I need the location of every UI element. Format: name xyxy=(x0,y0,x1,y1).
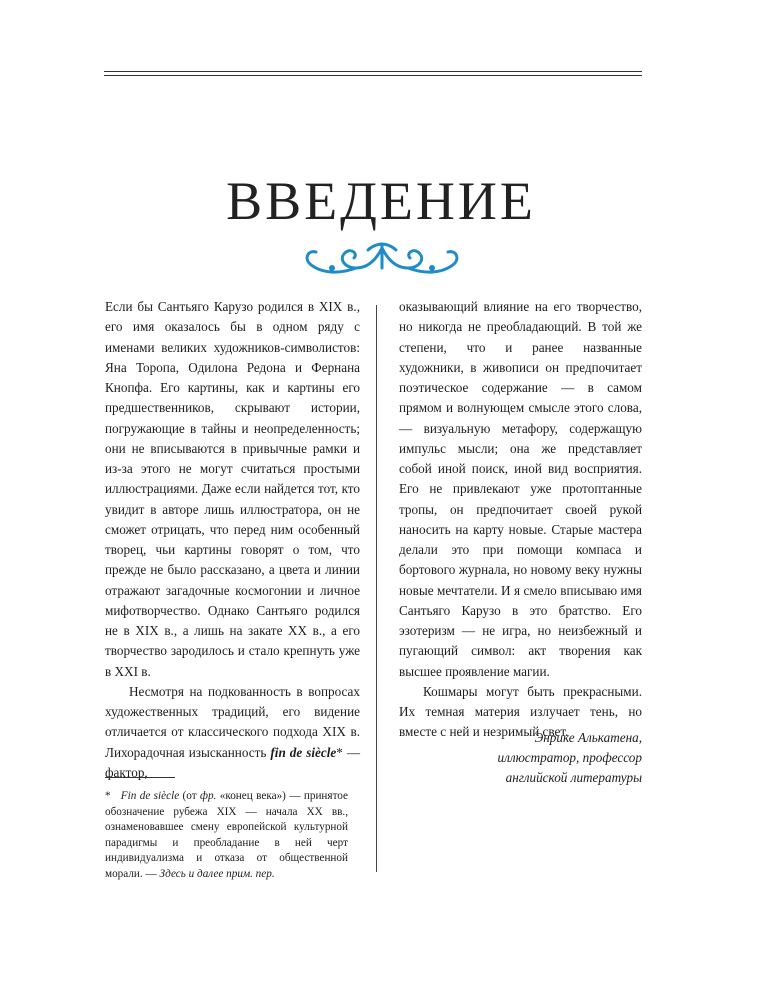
flourish-ornament-icon xyxy=(298,238,466,284)
author-role: иллюстратор, профессор xyxy=(497,750,642,765)
column-divider xyxy=(376,305,377,872)
top-rule-second xyxy=(104,75,642,76)
footnote-mark: * xyxy=(105,790,111,802)
paragraph xyxy=(105,682,360,783)
left-column xyxy=(105,297,360,783)
paragraph: Если бы Сантьяго Карузо родился в XIX в., его имя оказалось бы в одном ряду с именами великих художников-символистов: Яна Торопа, Одилона Редона и Фернана Кнопфа. Его картины, как и картины его предшественников, скрывают истории, погружающие в тайны и неопределенность; они не вписываются в привычные рамки и из-за этого не могут считаться простыми иллюстрациями. Даже если найдется тот, кто увидит в авторе лишь иллюстратора, он не сможет отрицать, что перед ним особенный творец, чьи картины говорят о том, что прежде не было рассказано, а цвета и линии отражают загадочные космогонии и личное мифотворчество. Однако Сантьяго родился не в XIX в., а лишь на закате XX в., а его творчество зародилось и стало крепнуть уже в XXI в. xyxy=(105,299,360,679)
text-span: — фактор, xyxy=(105,744,361,780)
text-span: «конец века») — принятое обозначение рубежа XIX — начала XX вв., ознаменовавшее смену европейской культурной парадигмы и преобладание в ней черт индивидуализма и отказа от общественной морали. — xyxy=(105,790,349,880)
chapter-title: ВВЕДЕНИЕ xyxy=(226,171,536,232)
term-fin-de-siecle: fin de siècle xyxy=(270,744,337,760)
footnote-rule xyxy=(105,777,175,778)
signature-block xyxy=(420,728,642,788)
text-span: Несмотря на подкованность в вопросах художественных традиций, его видение отличается от классического подхода XIX в. Лихорадочная изысканность xyxy=(105,683,360,760)
author-role: английской литературы xyxy=(505,770,642,785)
author-name: Энрике Алькатена, xyxy=(534,730,642,745)
footnote xyxy=(105,789,348,882)
translator-note: Здесь и далее прим. пер. xyxy=(159,867,275,880)
top-rule xyxy=(104,71,642,72)
paragraph: Кошмары могут быть прекрасными. Их темная материя излучает тень, но вместе с ней и незримый свет. xyxy=(399,683,642,740)
right-column xyxy=(399,297,642,743)
paragraph: оказывающий влияние на его творчество, но никогда не преобладающий. В той же степени, что и ранее названные художники, в живописи он предпочитает поэтическое содержание — в самом прямом и волнующем смысле этого слова, — визуальную метафору, содержащую импульс мысли; она же представляет собой иной поиск, иной вид восприятия. Его не привлекают уже протоптанные тропы, он предпочитает своей рукой наносить на карту новые. Старые мастера делали это при помощи компаса и бортового журнала, но новому веку нужны новые мечтатели. И я смело вписываю имя Сантьяго Карузо в это братство. Его эзотеризм — не игра, но неизбежный и пугающий символ: акт творения как высшее проявление магии. xyxy=(399,299,642,679)
language-abbr: фр. xyxy=(200,790,217,802)
footnote-term: Fin de siècle xyxy=(120,790,180,802)
text-span: (от xyxy=(179,790,201,802)
footnote-mark: * xyxy=(336,744,343,760)
